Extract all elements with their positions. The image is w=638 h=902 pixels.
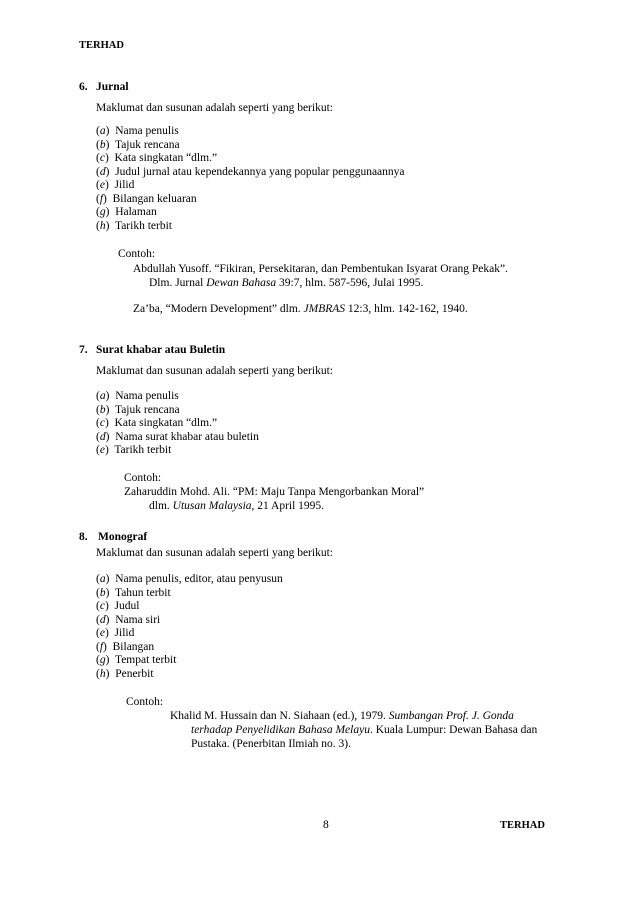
- list-item-text: Tajuk rencana: [114, 138, 180, 151]
- list-item-text: Tarikh terbit: [114, 219, 172, 232]
- list-item-text: Halaman: [115, 206, 157, 218]
- section8-intro: Maklumat dan susunan adalah seperti yang berikut:: [96, 547, 333, 559]
- list-item-text: Kata singkatan “dlm.”: [114, 417, 218, 429]
- list-item-text: Bilangan keluaran: [112, 192, 197, 205]
- section8-example-line1: Khalid M. Hussain dan N. Siahaan (ed.), 1979. Sumbangan Prof. J. Gonda: [170, 710, 514, 722]
- list-item: (c) Kata singkatan “dlm.”: [96, 417, 218, 429]
- section8-number: 8.: [79, 531, 88, 543]
- list-item: (d) Judul jurnal atau kependekannya yang popular penggunaannya: [96, 165, 405, 178]
- list-item: (b) Tajuk rencana: [96, 403, 180, 416]
- list-item-letter: c: [99, 600, 105, 612]
- list-item-text: Nama penulis: [115, 390, 179, 402]
- section6-intro: Maklumat dan susunan adalah seperti yang berikut:: [96, 102, 333, 114]
- list-item: (a) Nama penulis: [96, 390, 179, 402]
- list-item-text: Nama siri: [115, 613, 161, 626]
- list-item-letter: c: [99, 152, 105, 164]
- list-item-letter: a: [99, 573, 106, 585]
- list-item-letter: h: [99, 667, 106, 680]
- list-item: (e) Jilid: [96, 179, 135, 191]
- section6-title: Jurnal: [96, 81, 129, 93]
- list-item-text: Judul: [114, 600, 140, 612]
- list-item: (a) Nama penulis: [96, 125, 179, 137]
- section6-example-label: Contoh:: [118, 248, 156, 260]
- list-item-text: Tempat terbit: [114, 654, 177, 666]
- list-item-letter: b: [99, 403, 106, 416]
- list-item: (d) Nama surat khabar atau buletin: [96, 430, 259, 443]
- list-item-text: Nama penulis: [115, 125, 179, 137]
- list-item: (g) Halaman: [96, 206, 157, 218]
- list-item: (b) Tajuk rencana: [96, 138, 180, 151]
- list-item: (f) Bilangan: [96, 640, 155, 653]
- section6-number: 6.: [79, 81, 88, 93]
- list-item-letter: h: [99, 219, 106, 232]
- footer-classification: TERHAD: [500, 820, 545, 831]
- list-item: (g) Tempat terbit: [96, 654, 177, 666]
- list-item-text: Penerbit: [115, 667, 154, 680]
- list-item-text: Nama surat khabar atau buletin: [115, 430, 259, 443]
- list-item: (e) Tarikh terbit: [96, 444, 172, 456]
- section8-title: Monograf: [98, 531, 148, 543]
- list-item-text: Tajuk rencana: [114, 403, 180, 416]
- list-item-letter: d: [99, 613, 106, 626]
- section7-example-label: Contoh:: [124, 472, 162, 484]
- section7-title: Surat khabar atau Buletin: [96, 344, 226, 356]
- list-item-letter: f: [99, 192, 104, 205]
- list-item-text: Jilid: [114, 627, 135, 639]
- list-item: (b) Tahun terbit: [96, 586, 171, 599]
- section6-example1-line1: Abdullah Yusoff. “Fikiran, Persekitaran, dan Pembentukan Isyarat Orang Pekak”.: [133, 263, 508, 275]
- section7-example-line1: Zaharuddin Mohd. Ali. “PM: Maju Tanpa Mengorbankan Moral”: [124, 486, 425, 498]
- list-item-letter: d: [99, 430, 106, 443]
- list-item-letter: g: [99, 206, 106, 218]
- list-item: (c) Kata singkatan “dlm.”: [96, 152, 218, 164]
- list-item-letter: b: [99, 586, 106, 599]
- list-item-text: Bilangan: [112, 640, 155, 653]
- page-number: 8: [323, 819, 329, 831]
- section8-example-label: Contoh:: [126, 696, 164, 708]
- section8-example-line2: terhadap Penyelidikan Bahasa Melayu. Kuala Lumpur: Dewan Bahasa dan: [191, 724, 538, 736]
- section7-example-line2: dlm. Utusan Malaysia, 21 April 1995.: [149, 500, 325, 512]
- section8-example-line3: Pustaka. (Penerbitan Ilmiah no. 3).: [191, 738, 352, 750]
- section6-example2: Za’ba, “Modern Development” dlm. JMBRAS 12:3, hlm. 142-162, 1940.: [133, 303, 468, 315]
- list-item-letter: b: [99, 138, 106, 151]
- list-item: (h) Tarikh terbit: [96, 219, 172, 232]
- list-item-letter: e: [99, 179, 105, 191]
- list-item: (d) Nama siri: [96, 613, 161, 626]
- list-item-text: Kata singkatan “dlm.”: [114, 152, 218, 164]
- list-item-letter: a: [99, 390, 106, 402]
- list-item-letter: c: [99, 417, 105, 429]
- list-item-letter: a: [99, 125, 106, 137]
- list-item-letter: g: [99, 654, 106, 666]
- list-item-letter: d: [99, 165, 106, 178]
- list-item: (e) Jilid: [96, 627, 135, 639]
- list-item: (f) Bilangan keluaran: [96, 192, 197, 205]
- list-item-letter: f: [99, 640, 104, 653]
- section7-intro: Maklumat dan susunan adalah seperti yang berikut:: [96, 365, 333, 377]
- list-item-text: Tarikh terbit: [114, 444, 172, 456]
- list-item-text: Tahun terbit: [114, 586, 171, 599]
- list-item-letter: e: [99, 627, 105, 639]
- list-item: (h) Penerbit: [96, 667, 154, 680]
- list-item: (c) Judul: [96, 600, 140, 612]
- header-classification: TERHAD: [79, 40, 124, 51]
- list-item-text: Nama penulis, editor, atau penyusun: [115, 573, 283, 585]
- list-item-letter: e: [99, 444, 105, 456]
- section6-example1-line2: Dlm. Jurnal Dewan Bahasa 39:7, hlm. 587-596, Julai 1995.: [149, 277, 424, 289]
- section7-number: 7.: [79, 344, 88, 356]
- list-item: (a) Nama penulis, editor, atau penyusun: [96, 573, 283, 585]
- list-item-text: Jilid: [114, 179, 135, 191]
- list-item-text: Judul jurnal atau kependekannya yang popular penggunaannya: [115, 165, 405, 178]
